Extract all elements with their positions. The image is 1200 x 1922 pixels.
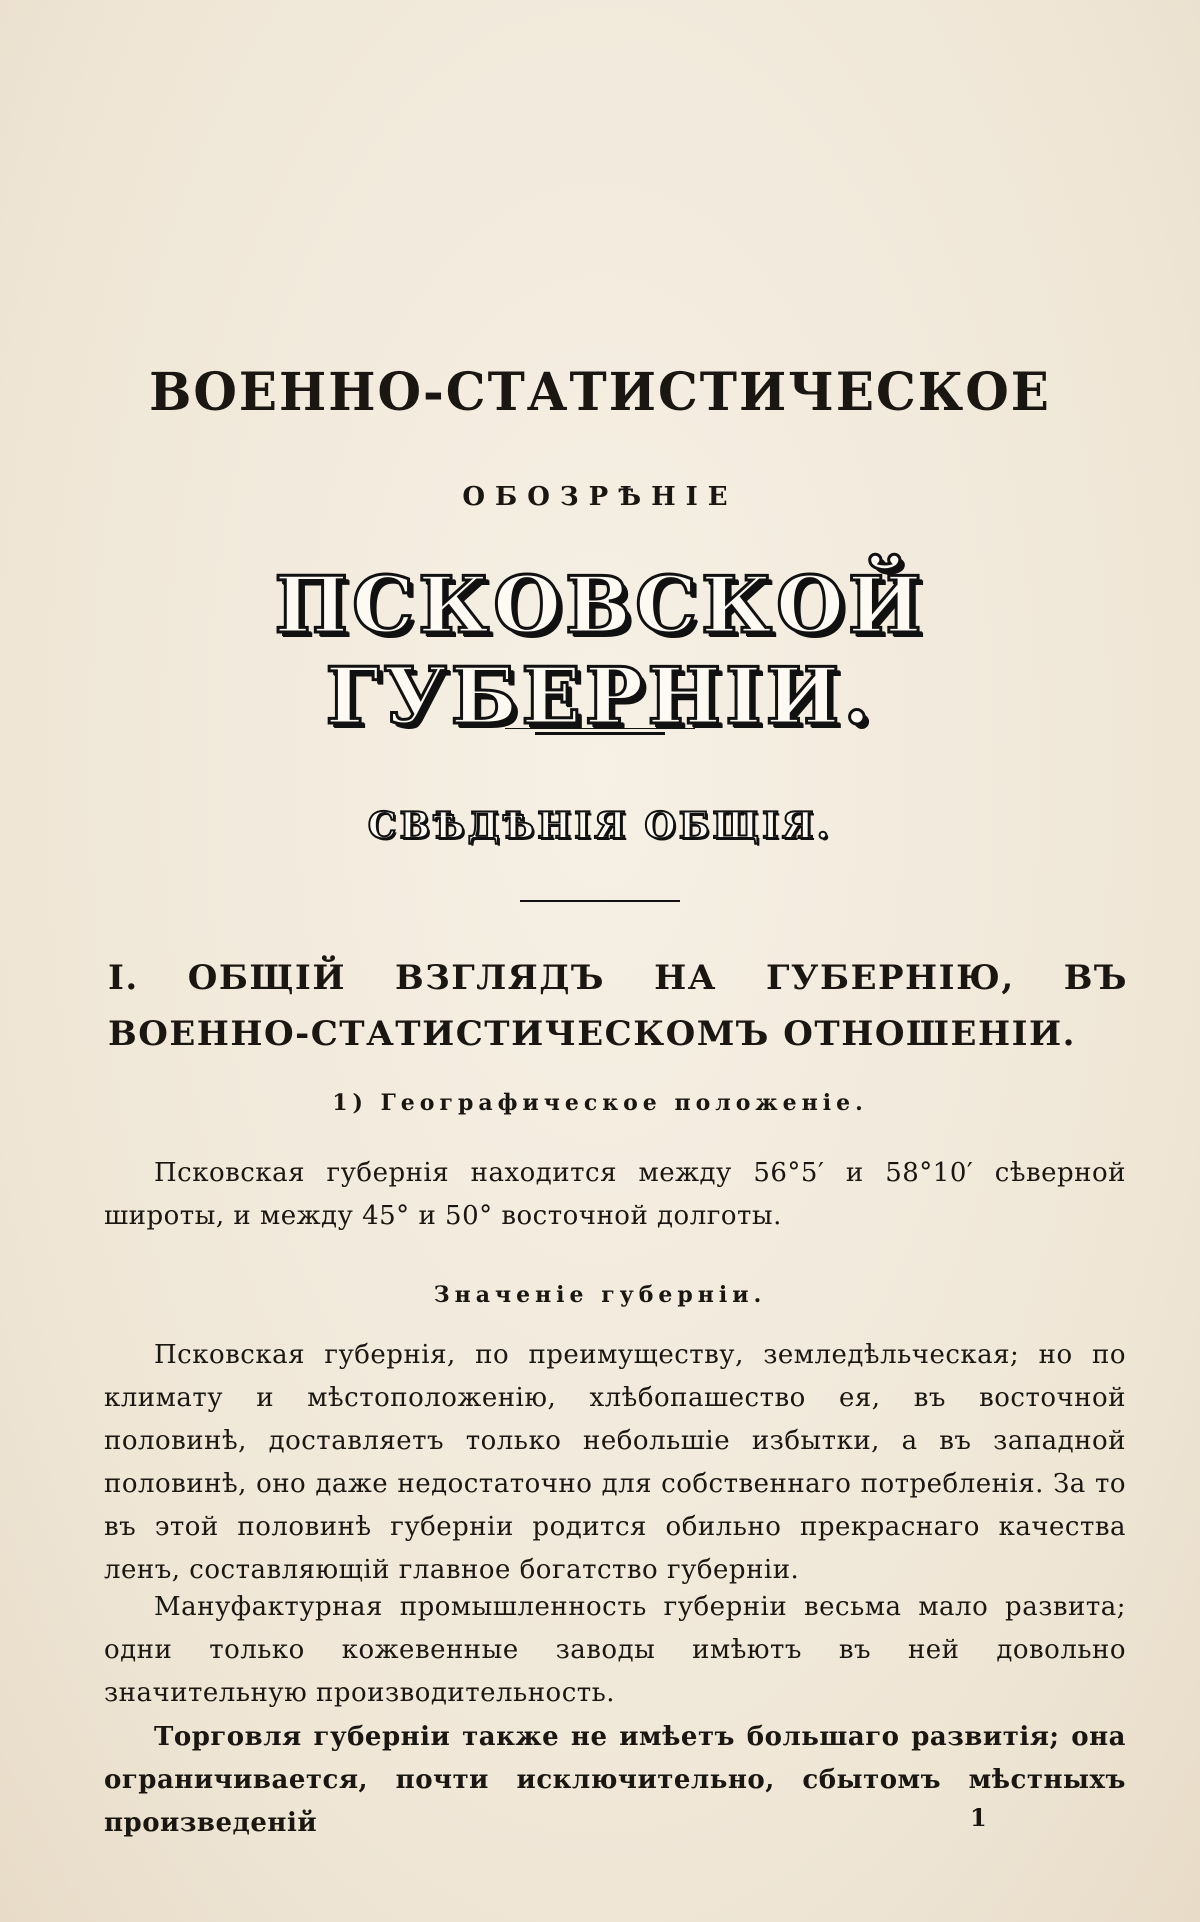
title-line-3: ПСКОВСКОЙ ГУБЕРНІИ. <box>274 560 926 742</box>
chapter-title: I. ОБЩІЙ ВЗГЛЯДЪ НА ГУБЕРНІЮ, ВЪ ВОЕННО-СТАТИСТИЧЕСКОМЪ ОТНОШЕНІИ. <box>108 958 1128 1054</box>
title-line-1: ВОЕННО-СТАТИСТИЧЕСКОЕ <box>149 360 1051 423</box>
paragraph-significance-2: Мануфактурная промышленность губерніи весьма мало развита; одни только кожевенные заводы имѣютъ въ ней довольно значительную производительность. <box>104 1592 1126 1708</box>
page-number: 1 <box>970 1803 987 1832</box>
paragraph-significance-3: Торговля губерніи также не имѣетъ большаго развитія; она ограничивается, почти исключительно, сбытомъ мѣстныхъ произведеній <box>104 1722 1126 1838</box>
section-header: СВѢДѢНІЯ ОБЩІЯ. <box>367 805 833 847</box>
section-divider <box>520 900 680 902</box>
paragraph-significance-1: Псковская губернія, по преимуществу, земледѣльческая; но по климату и мѣстоположенію, хлѣбопашество ея, въ восточной половинѣ, доставляетъ только небольшіе избытки, а въ западной половинѣ, оно даже недостаточно для собственнаго потребленія. За то въ этой половинѣ губерніи родится обильно прекраснаго качества ленъ, составляющій главное богатство губерніи. <box>104 1340 1126 1585</box>
title-line-2: ОБОЗРѢНІЕ <box>462 482 738 512</box>
subsection-heading-significance: Значеніе губерніи. <box>433 1282 767 1308</box>
paragraph-geography: Псковская губернія находится между 56°5′ и 58°10′ сѣверной широты, и между 45° и 50° восточной долготы. <box>104 1158 1126 1231</box>
subsection-heading-geography: 1) Географическое положеніе. <box>332 1090 868 1116</box>
